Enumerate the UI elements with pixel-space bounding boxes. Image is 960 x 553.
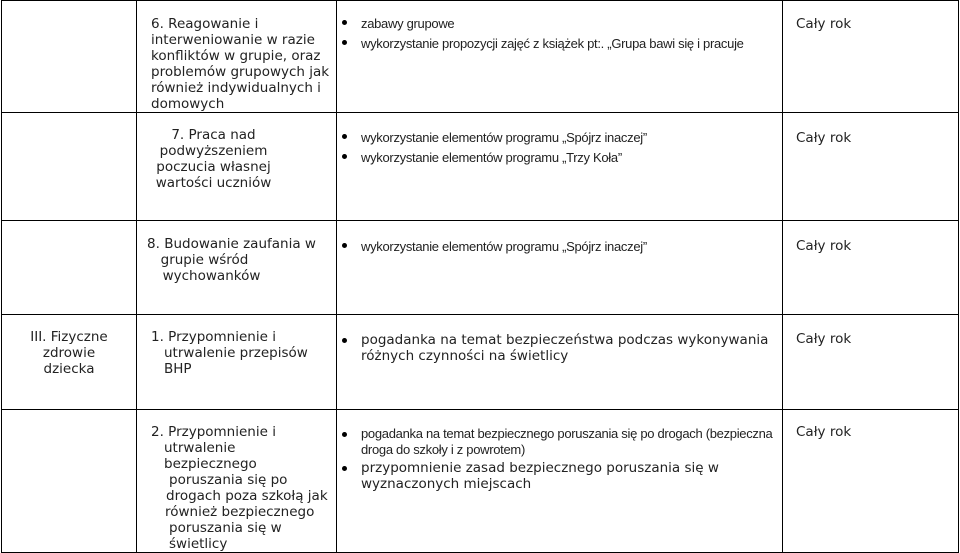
goal-cell — [137, 221, 337, 315]
goal-line: również indywidualnych i — [151, 80, 321, 96]
time-cell — [783, 410, 959, 553]
goal-cell — [137, 315, 337, 410]
goal-line: utrwalenie przepisów — [164, 345, 308, 361]
goal-line: 2. Przypomnienie i — [151, 424, 276, 440]
bullet-icon — [342, 338, 347, 343]
goal-cell — [137, 1, 337, 113]
area-line: dziecka — [43, 361, 95, 377]
bullet-icon — [342, 20, 347, 25]
goal-line: poczucia własnej — [156, 159, 271, 175]
area-cell — [2, 315, 137, 410]
bullet-icon — [342, 40, 347, 45]
goal-line: 7. Praca nad — [171, 127, 256, 143]
activities-list — [337, 332, 782, 364]
time-cell — [783, 1, 959, 113]
time-cell — [783, 113, 959, 221]
goal-line: 1. Przypomnienie i — [151, 329, 276, 345]
table-row — [2, 1, 959, 113]
time-value: Cały rok — [796, 424, 852, 440]
table-row — [2, 113, 959, 221]
list-item: wykorzystanie propozycji zajęć z książek pt:. „Grupa bawi się i pracuje — [337, 34, 776, 54]
goal-cell — [137, 410, 337, 553]
goal-line: konfliktów w grupie, oraz — [151, 48, 321, 64]
activities-cell — [337, 410, 783, 553]
activities-list — [337, 237, 782, 257]
goal-line: utrwalenie bezpiecznego — [164, 440, 257, 472]
goal-line: grupie wśród — [160, 252, 249, 268]
activities-list — [337, 14, 782, 54]
bullet-icon — [342, 243, 347, 248]
area-line: zdrowie — [42, 345, 96, 361]
list-item: pogadanka na temat bezpieczeństwa podczas wykonywania różnych czynności na świetlicy — [337, 332, 776, 364]
plan-table — [1, 0, 959, 553]
goal-line: domowych — [151, 96, 225, 112]
activities-cell — [337, 221, 783, 315]
goal-line: problemów grupowych jak — [151, 64, 330, 80]
table-row — [2, 410, 959, 553]
goal-line: BHP — [164, 361, 192, 377]
list-item: zabawy grupowe — [337, 14, 776, 34]
time-value: Cały rok — [796, 238, 852, 254]
list-item: wykorzystanie elementów programu „Spójrz inaczej” — [337, 128, 776, 148]
list-item: przypomnienie zasad bezpiecznego poruszania się w wyznaczonych miejscach — [337, 460, 776, 492]
goal-line: wychowanków — [162, 268, 261, 284]
list-item: pogadanka na temat bezpiecznego poruszania się po drogach (bezpieczna droga do szkoły i z powrotem) — [337, 426, 776, 458]
bullet-icon — [342, 432, 347, 437]
goal-line: wartości uczniów — [155, 175, 272, 191]
list-item: wykorzystanie elementów programu „Spójrz inaczej” — [337, 237, 776, 257]
bullet-icon — [342, 134, 347, 139]
table-row — [2, 221, 959, 315]
activities-cell — [337, 1, 783, 113]
activities-cell — [337, 315, 783, 410]
table-row — [2, 315, 959, 410]
goal-cell — [137, 113, 337, 221]
goal-line: podwyższeniem — [159, 143, 268, 159]
goal-line: również bezpiecznego — [165, 504, 315, 520]
time-value: Cały rok — [796, 16, 852, 32]
goal-line: 6. Reagowanie i — [151, 16, 259, 32]
bullet-icon — [342, 154, 347, 159]
list-item: wykorzystanie elementów programu „Trzy Koła” — [337, 148, 776, 168]
time-cell — [783, 221, 959, 315]
activities-cell — [337, 113, 783, 221]
bullet-icon — [342, 466, 347, 471]
activities-list — [337, 128, 782, 168]
goal-line: drogach poza szkołą jak — [166, 488, 328, 504]
area-line: III. Fizyczne — [30, 329, 108, 345]
goal-line: poruszania się w — [169, 520, 282, 536]
area-cell — [2, 1, 137, 113]
time-value: Cały rok — [796, 130, 852, 146]
goal-line: poruszania się po — [169, 472, 288, 488]
goal-line: interweniowanie w razie — [151, 32, 315, 48]
time-cell — [783, 315, 959, 410]
goal-line: świetlicy — [169, 536, 228, 552]
activities-list — [337, 426, 782, 492]
area-cell — [2, 410, 137, 553]
time-value: Cały rok — [796, 331, 852, 347]
goal-line: 8. Budowanie zaufania w — [147, 236, 316, 252]
